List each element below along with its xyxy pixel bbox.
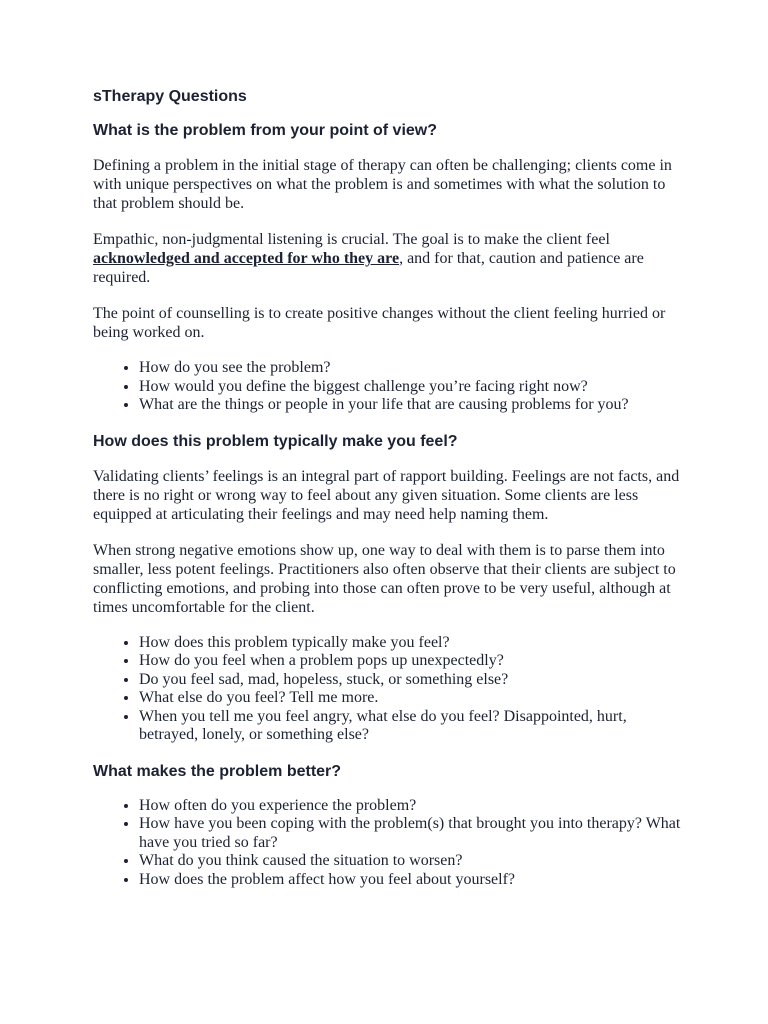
bullet-list xyxy=(93,634,683,745)
paragraph: Validating clients’ feelings is an integral part of rapport building. Feelings are not facts, and there is no right or wrong way to feel about any given situation. Some clients are less equipped at articulating their feelings and may need help naming them. xyxy=(93,467,680,523)
section-heading: What makes the problem better? xyxy=(93,762,342,780)
paragraph: When strong negative emotions show up, one way to deal with them is to parse them into smaller, less potent feelings. Practitioners also often observe that their clients are subject to conflicting emotions, and probing into those can often prove to be very useful, although at times uncomfortable for the client. xyxy=(93,541,676,616)
section-heading: How does this problem typically make you feel? xyxy=(93,432,458,450)
list-item: • How have you been coping with the problem(s) that brought you into therapy? What have you tried so far? xyxy=(139,815,683,852)
paragraph-text: Empathic, non-judgmental listening is crucial. The goal is to make the client feel xyxy=(93,231,610,248)
document-page xyxy=(93,86,683,905)
bullet-list xyxy=(93,797,683,890)
list-item: • How do you see the problem? xyxy=(139,359,683,378)
list-item: • How would you define the biggest challenge you’re facing right now? xyxy=(139,378,683,397)
section-heading: What is the problem from your point of view? xyxy=(93,122,438,139)
list-item: • Do you feel sad, mad, hopeless, stuck, or something else? xyxy=(139,671,683,690)
document-title: sTherapy Questions xyxy=(93,88,247,105)
paragraph xyxy=(93,230,683,287)
list-item: • What are the things or people in your life that are causing problems for you? xyxy=(139,396,683,415)
list-item: • How does this problem typically make you feel? xyxy=(139,634,683,653)
paragraph-text: , and for that, caution and patience are required. xyxy=(93,250,644,286)
emphasized-text: acknowledged and accepted for who they are xyxy=(93,250,400,267)
paragraph: Defining a problem in the initial stage of therapy can often be challenging; clients come in with unique perspectives on what the problem is and sometimes with what the solution to that problem should be. xyxy=(93,157,672,212)
paragraph: The point of counselling is to create positive changes without the client feeling hurried or being worked on. xyxy=(93,305,666,341)
list-item: • How does the problem affect how you feel about yourself? xyxy=(139,871,683,890)
list-item: • What do you think caused the situation to worsen? xyxy=(139,852,683,871)
list-item: • What else do you feel? Tell me more. xyxy=(139,689,683,708)
bullet-list xyxy=(93,359,683,415)
list-item: • How do you feel when a problem pops up unexpectedly? xyxy=(139,652,683,671)
list-item: • When you tell me you feel angry, what else do you feel? Disappointed, hurt, betrayed, lonely, or something else? xyxy=(139,708,683,745)
list-item: • How often do you experience the problem? xyxy=(139,797,683,816)
